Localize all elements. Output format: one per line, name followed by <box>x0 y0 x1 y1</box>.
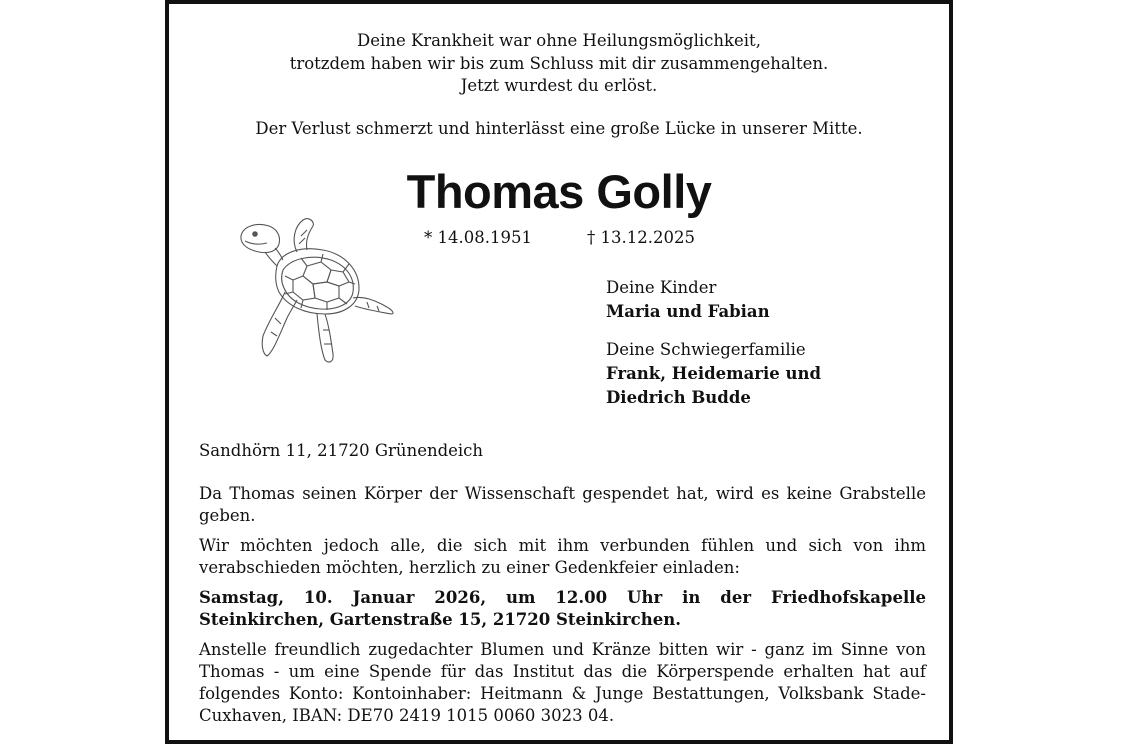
deceased-name: Thomas Golly <box>406 165 712 218</box>
loss-line: Der Verlust schmerzt und hinterlässt eine große Lücke in unserer Mitte. <box>255 119 863 138</box>
donation-paragraph: Anstelle freundlich zugedachter Blumen und Kränze bitten wir - ganz im Sinne von Thomas - um eine Spende für das Institut das die Körperspende erhalten hat auf folgendes Konto: Kontoinhaber: Heitmann & Junge Bestattungen, Volksbank Stade-Cuxhaven, IBAN: DE70 2419 1015 0060 3023 04. <box>199 640 926 725</box>
body-donation-paragraph: Da Thomas seinen Körper der Wissenschaft gespendet hat, wird es keine Grabstelle geben. <box>199 484 926 525</box>
intro-verse <box>169 30 949 98</box>
birth-date: * 14.08.1951 <box>424 228 532 247</box>
intro-line-2: trotzdem haben wir bis zum Schluss mit dir zusammengehalten. <box>289 53 829 73</box>
sea-turtle-icon <box>235 214 400 366</box>
event-details: Samstag, 10. Januar 2026, um 12.00 Uhr in der Friedhofskapelle Steinkirchen, Gartenstraße 15, 21720 Steinkirchen. <box>199 588 926 629</box>
invitation-paragraph: Wir möchten jedoch alle, die sich mit ihm verbunden fühlen und sich von ihm verabschieden möchten, herzlich zu einer Gedenkfeier einladen: <box>199 536 926 577</box>
inlaws-label: Deine Schwiegerfamilie <box>606 340 806 359</box>
inlaws-names-line-1: Frank, Heidemarie und <box>606 364 821 383</box>
children-group <box>606 276 770 324</box>
inlaws-group <box>606 338 821 410</box>
children-label: Deine Kinder <box>606 278 717 297</box>
obituary-card <box>165 0 953 744</box>
children-names: Maria und Fabian <box>606 302 770 321</box>
address: Sandhörn 11, 21720 Grünendeich <box>199 441 484 460</box>
intro-line-3: Jetzt wurdest du erlöst. <box>460 76 658 95</box>
intro-line-1: Deine Krankheit war ohne Heilungsmöglichkeit, <box>357 31 761 50</box>
inlaws-names-line-2: Diedrich Budde <box>606 388 751 407</box>
death-date: † 13.12.2025 <box>587 228 695 247</box>
